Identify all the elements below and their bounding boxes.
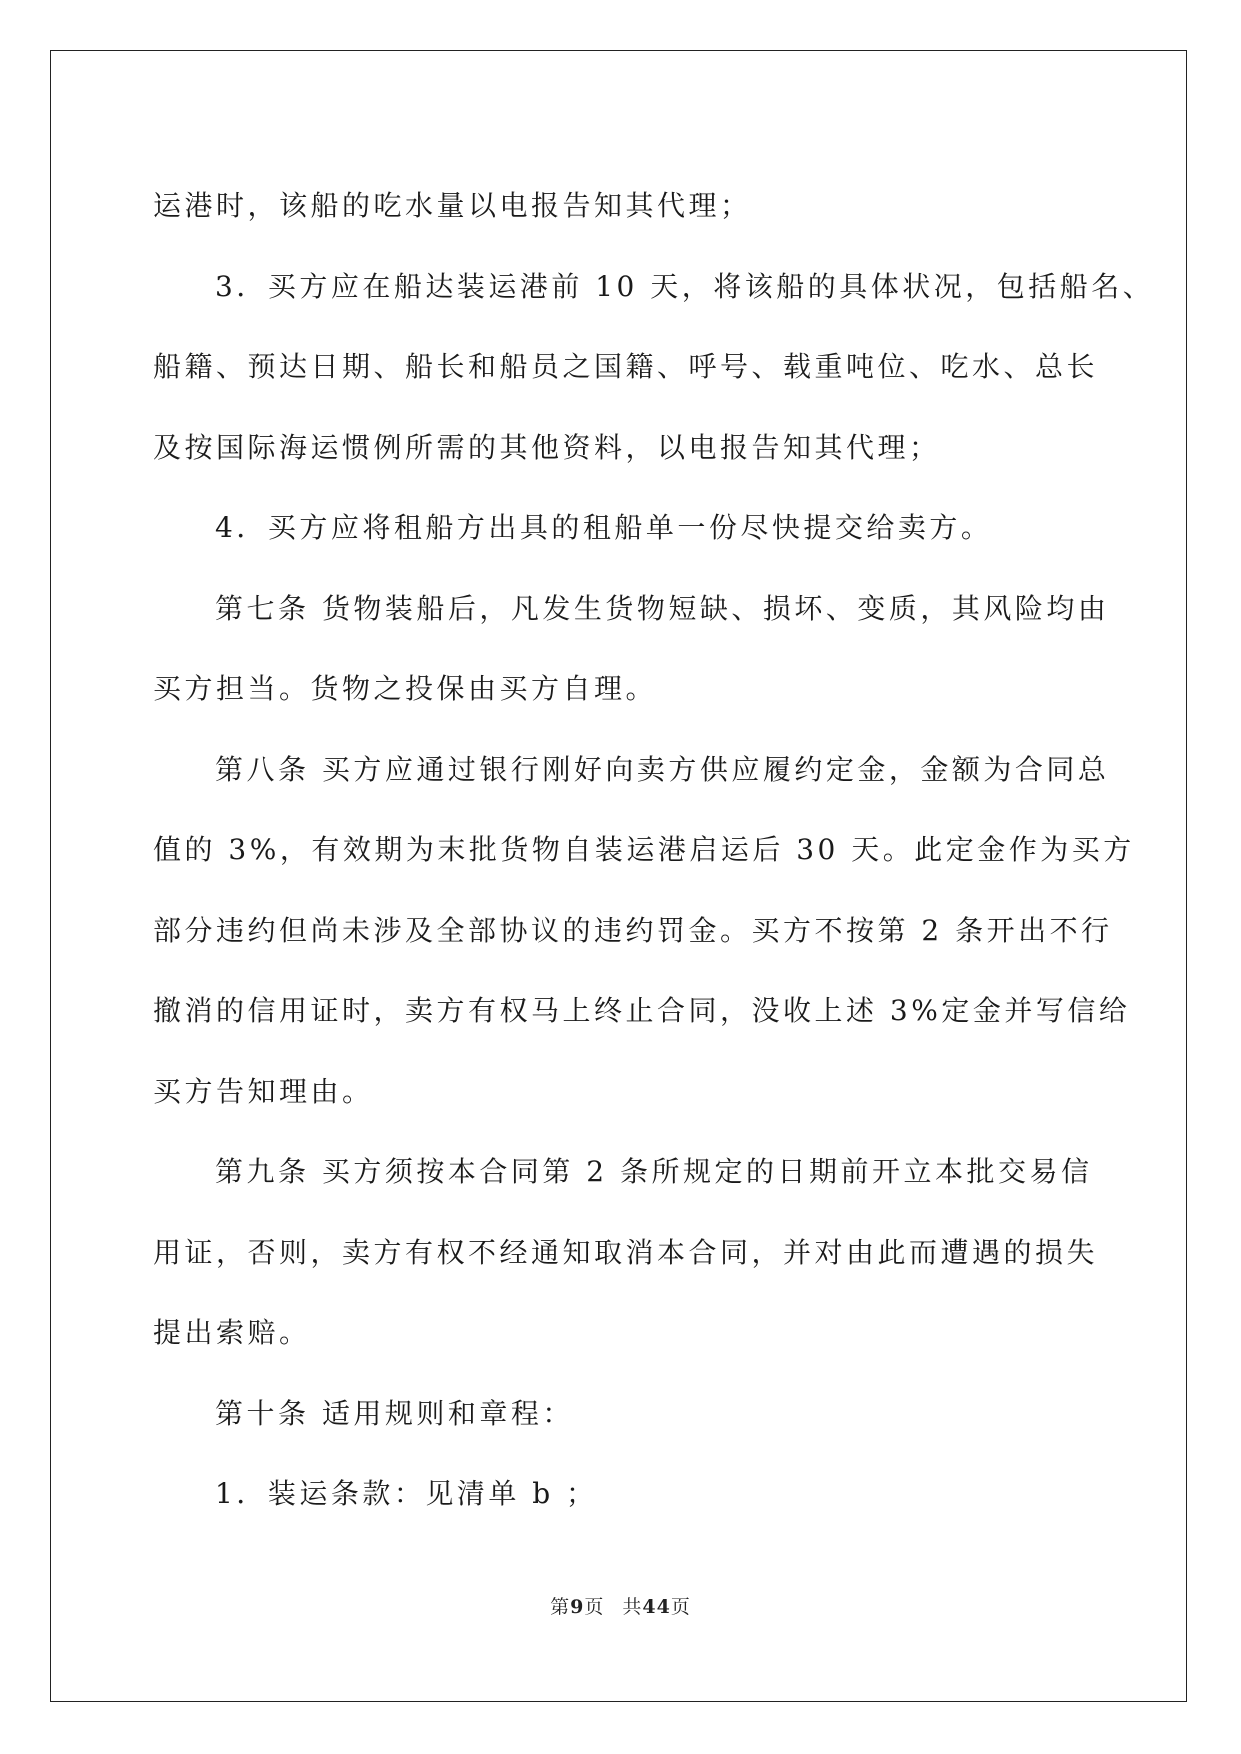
text-line: 部分违约但尚未涉及全部协议的违约罚金。买方不按第 2 条开出不行 xyxy=(153,913,1113,947)
paragraph-article-7 xyxy=(153,569,1110,730)
total-suffix: 页 xyxy=(670,1596,691,1618)
text-line: 3．买方应在船达装运港前 10 天，将该船的具体状况，包括船名、 xyxy=(215,269,1155,303)
text-line: 用证，否则，卖方有权不经通知取消本合同，并对由此而遭遇的损失 xyxy=(153,1235,1099,1269)
page-number: 9 xyxy=(570,1596,585,1618)
text-line: 第十条 适用规则和章程： xyxy=(215,1396,574,1430)
paragraph-article-9 xyxy=(153,1132,1099,1374)
text-line: 第八条 买方应通过银行刚好向卖方供应履约定金，金额为合同总 xyxy=(215,752,1110,786)
paragraph-1 xyxy=(153,166,1093,247)
page-suffix: 页 xyxy=(584,1596,605,1618)
page-footer xyxy=(0,1592,1241,1619)
paragraph-3 xyxy=(153,488,1093,569)
text-line: 第七条 货物装船后，凡发生货物短缺、损坏、变质，其风险均由 xyxy=(215,591,1110,625)
total-pages: 44 xyxy=(642,1596,671,1618)
page-prefix: 第 xyxy=(550,1596,571,1618)
text-line: 撤消的信用证时，卖方有权马上终止合同，没收上述 3%定金并写信给 xyxy=(153,994,1131,1027)
text-line: 1．装运条款：见清单 b ； xyxy=(215,1477,598,1510)
text-line: 提出索赔。 xyxy=(153,1316,311,1349)
text-line: 运港时，该船的吃水量以电报告知其代理； xyxy=(153,189,752,222)
text-line: 买方告知理由。 xyxy=(153,1074,374,1108)
text-line: 买方担当。货物之投保由买方自理。 xyxy=(153,672,658,705)
text-line: 值的 3%，有效期为末批货物自装运港启运后 30 天。此定金作为买方 xyxy=(153,833,1135,866)
paragraph-2 xyxy=(153,247,1155,489)
text-line: 船籍、预达日期、船长和船员之国籍、呼号、载重吨位、吃水、总长 xyxy=(153,350,1099,383)
paragraph-article-10 xyxy=(153,1374,1093,1455)
paragraph-item-1 xyxy=(153,1454,1093,1535)
text-line: 第九条 买方须按本合同第 2 条所规定的日期前开立本批交易信 xyxy=(215,1155,1093,1188)
text-line: 及按国际海运惯例所需的其他资料，以电报告知其代理； xyxy=(153,430,941,464)
document-body xyxy=(153,166,1155,1535)
text-line: 4．买方应将租船方出具的租船单一份尽快提交给卖方。 xyxy=(215,511,993,544)
total-prefix: 共 xyxy=(622,1596,643,1618)
paragraph-article-8 xyxy=(153,730,1135,1133)
